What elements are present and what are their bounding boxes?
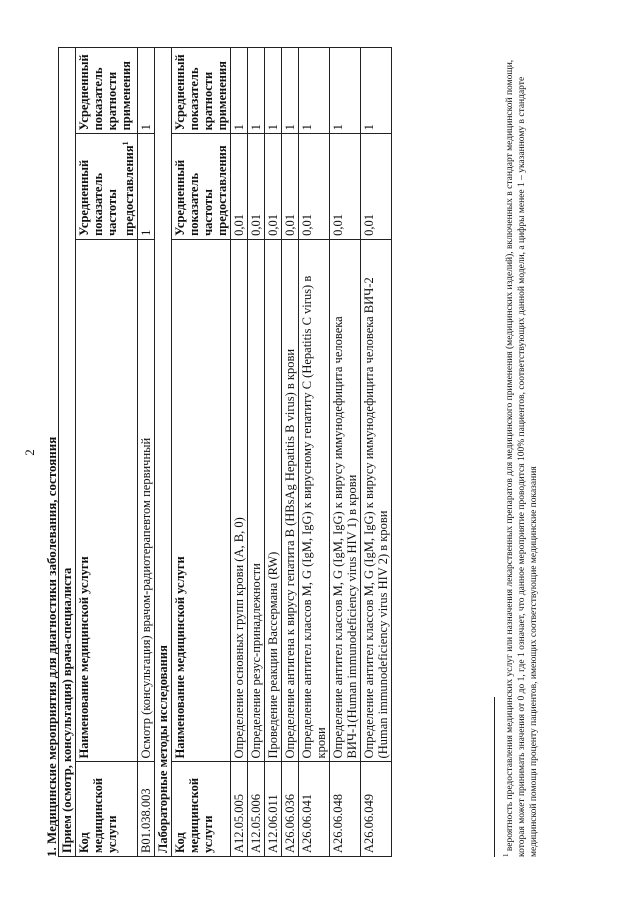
table-row (299, 48, 330, 857)
section-row (59, 48, 76, 857)
table-row (361, 48, 392, 857)
service-name: Определение антител классов M, G (IgM, IgG) к вирусу иммунодефицита человека ВИЧ-2 (Human immunodeficiency virus HIV 2) в крови (361, 239, 392, 762)
section-title: Прием (осмотр, консультация) врача-специалиста (59, 48, 76, 857)
service-name: Осмотр (консультация) врачом-радиотерапевтом первичный (138, 239, 155, 762)
services-table-body (59, 48, 392, 857)
header-code: Код медицинской услуги (76, 762, 138, 857)
header-frequency-label: Усредненный показатель частоты предоставления (173, 145, 230, 236)
header-multiplicity: Усредненный показатель кратности применения (76, 48, 138, 134)
header-frequency (76, 134, 138, 239)
table-row (138, 48, 155, 857)
header-code: Код медицинской услуги (172, 762, 231, 857)
multiplicity-value: 1 (299, 48, 330, 134)
table-row (265, 48, 282, 857)
services-table (58, 47, 392, 857)
multiplicity-value: 1 (248, 48, 265, 134)
section-title: Лабораторные методы исследования (155, 48, 172, 857)
service-code: A12.05.005 (231, 762, 248, 857)
header-name: Наименование медицинской услуги (172, 239, 231, 762)
frequency-value: 0,01 (231, 134, 248, 239)
multiplicity-value: 1 (138, 48, 155, 134)
frequency-value: 0,01 (265, 134, 282, 239)
service-code: A12.05.006 (248, 762, 265, 857)
multiplicity-value: 1 (330, 48, 361, 134)
footnote-mark: 1 (502, 853, 510, 857)
section-row (155, 48, 172, 857)
footnote-divider (494, 697, 495, 857)
service-name: Определение антител классов M, G (IgM, IgG) к вирусу иммунодефицита человека ВИЧ-1(Human immunodeficiency virus HIV 1) в крови (330, 239, 361, 762)
multiplicity-value: 1 (231, 48, 248, 134)
table-row (330, 48, 361, 857)
table-row (231, 48, 248, 857)
header-multiplicity: Усредненный показатель кратности применения (172, 48, 231, 134)
header-row (76, 48, 138, 857)
document-heading: 1. Медицинские мероприятия для диагностики заболевания, состояния (44, 436, 59, 857)
multiplicity-value: 1 (282, 48, 299, 134)
frequency-value: 0,01 (299, 134, 330, 239)
table-row (248, 48, 265, 857)
multiplicity-value: 1 (265, 48, 282, 134)
service-code: A26.06.049 (361, 762, 392, 857)
service-code: A12.06.011 (265, 762, 282, 857)
frequency-value: 1 (138, 134, 155, 239)
service-name: Определение резус-принадлежности (248, 239, 265, 762)
frequency-value: 0,01 (361, 134, 392, 239)
service-code: A26.06.048 (330, 762, 361, 857)
service-code: A26.06.036 (282, 762, 299, 857)
service-name: Определение антител классов M, G (IgM, IgG) к вирусному гепатиту C (Hepatitis C virus) в крови (299, 239, 330, 762)
header-row (172, 48, 231, 857)
service-code: A26.06.041 (299, 762, 330, 857)
service-name: Определение основных групп крови (A, B, 0) (231, 239, 248, 762)
footnote-text: вероятность предоставления медицинских услуг или назначения лекарственных препаратов для медицинского применения (медицинских изделий), включенных в стандарт медицинской помощи, которая может принимать значения от 0 до 1, где 1 означает, что данное мероприятие проводится 100% пациентов, соответствующих данной модели, а цифры менее 1 – указанному в стандарте медицинской помощи проценту пациентов, имеющих соответствующие медицинские показания (505, 59, 540, 857)
footnote-ref: 1 (121, 141, 130, 146)
service-code: B01.038.003 (138, 762, 155, 857)
frequency-value: 0,01 (248, 134, 265, 239)
header-frequency (172, 134, 231, 239)
frequency-value: 0,01 (330, 134, 361, 239)
service-name: Определение антигена к вирусу гепатита B (HBsAg Hepatitis B virus) в крови (282, 239, 299, 762)
header-frequency-label: Усредненный показатель частоты предоставления (77, 145, 137, 236)
table-row (282, 48, 299, 857)
header-name: Наименование медицинской услуги (76, 239, 138, 762)
multiplicity-value: 1 (361, 48, 392, 134)
service-name: Проведение реакции Вассермана (RW) (265, 239, 282, 762)
frequency-value: 0,01 (282, 134, 299, 239)
footnote (500, 47, 540, 857)
page-number: 2 (22, 449, 37, 456)
